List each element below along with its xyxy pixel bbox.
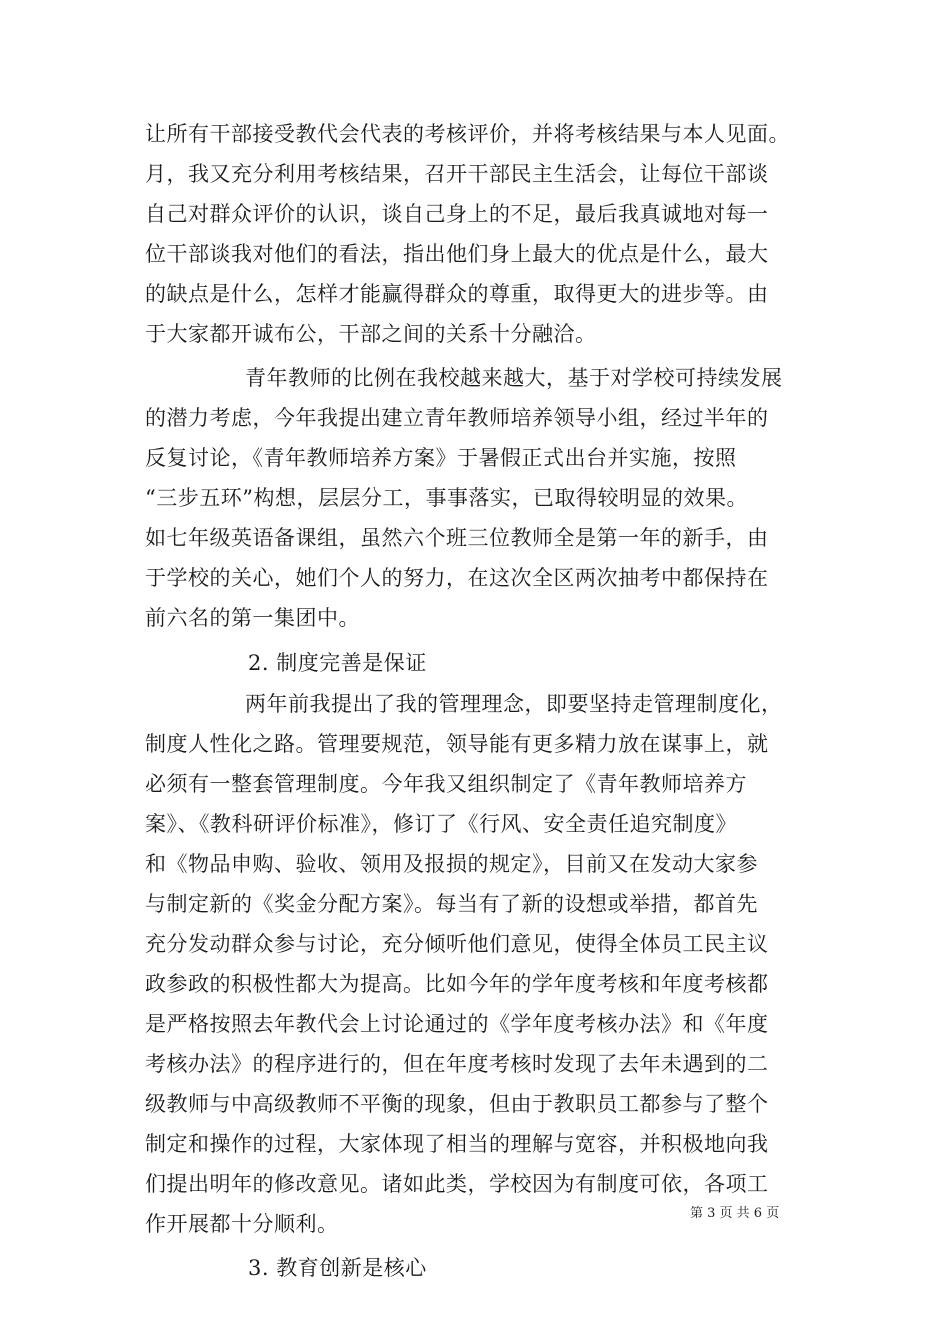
text-line: 制定和操作的过程，大家体现了相当的理解与宽容，并积极地向我 [145, 1132, 769, 1156]
text-line: 于大家都开诚布公，干部之间的关系十分融洽。 [145, 322, 597, 346]
text-line: 政参政的积极性都大为提高。比如今年的学年度考核和年度考核都 [145, 972, 769, 996]
text-line: 如七年级英语备课组，虽然六个班三位教师全是第一年的新手，由 [145, 526, 769, 550]
paragraph-first-line: 两年前我提出了我的管理理念，即要坚持走管理制度化， [245, 692, 783, 716]
text-line: “三步五环”构想，层层分工，事事落实，已取得较明显的效果。 [145, 486, 748, 510]
text-line: 考核办法》的程序进行的，但在年度考核时发现了去年未遇到的二 [145, 1052, 769, 1076]
text-line: 与制定新的《奖金分配方案》。每当有了新的设想或举措，都首先 [145, 892, 758, 916]
text-line: 的缺点是什么，怎样才能赢得群众的尊重，取得更大的进步等。由 [145, 282, 769, 306]
page-number-footer: 第 3 页 共 6 页 [690, 1206, 780, 1221]
text-line: 和《物品申购、验收、领用及报损的规定》，目前又在发动大家参 [145, 852, 758, 876]
paragraph-first-line: 青年教师的比例在我校越来越大，基于对学校可持续发展 [245, 366, 783, 390]
text-line: 让所有干部接受教代会代表的考核评价，并将考核结果与本人见面。 [145, 122, 790, 146]
text-line: 必须有一整套管理制度。今年我又组织制定了《青年教师培养方 [145, 772, 747, 796]
text-line: 制度人性化之路。管理要规范，领导能有更多精力放在谋事上，就 [145, 732, 769, 756]
text-line: 反复讨论，《青年教师培养方案》于暑假正式出台并实施，按照 [145, 446, 737, 470]
text-line: 于学校的关心，她们个人的努力，在这次全区两次抽考中都保持在 [145, 566, 769, 590]
text-line: 月，我又充分利用考核结果，召开干部民主生活会，让每位干部谈 [145, 162, 769, 186]
text-line: 案》、《教科研评价标准》，修订了《行风、安全责任追究制度》 [145, 812, 737, 836]
section-heading: 2. 制度完善是保证 [248, 651, 427, 675]
text-line: 是严格按照去年教代会上讨论通过的《学年度考核办法》和《年度 [145, 1012, 769, 1036]
text-line: 位干部谈我对他们的看法，指出他们身上最大的优点是什么，最大 [145, 242, 769, 266]
text-line: 作开展都十分顺利。 [145, 1212, 339, 1236]
text-line: 级教师与中高级教师不平衡的现象，但由于教职员工都参与了整个 [145, 1092, 769, 1116]
text-line: 自己对群众评价的认识，谈自己身上的不足，最后我真诚地对每一 [145, 202, 769, 226]
text-line: 充分发动群众参与讨论，充分倾听他们意见，使得全体员工民主议 [145, 932, 769, 956]
text-line: 们提出明年的修改意见。诸如此类，学校因为有制度可依，各项工 [145, 1172, 769, 1196]
text-line: 的潜力考虑，今年我提出建立青年教师培养领导小组，经过半年的 [145, 406, 769, 430]
text-line: 前六名的第一集团中。 [145, 606, 360, 630]
section-heading: 3. 教育创新是核心 [248, 1256, 427, 1280]
